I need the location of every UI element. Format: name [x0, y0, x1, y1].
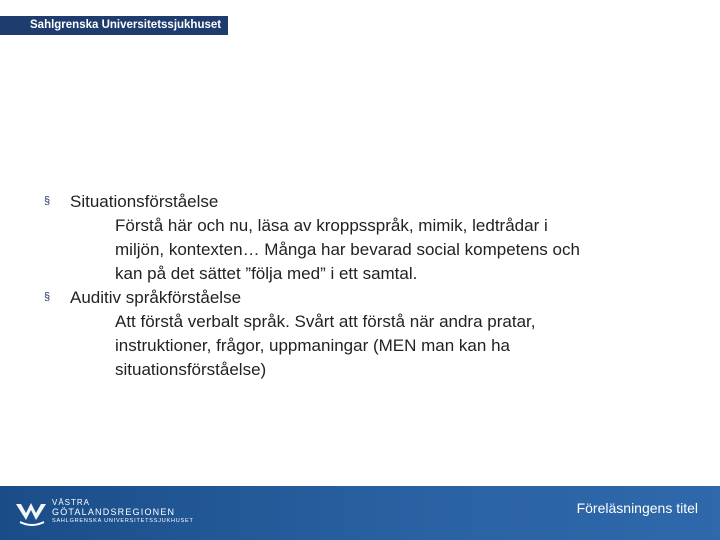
description-line: situationsförståelse) [115, 360, 267, 379]
bullet-heading: Auditiv språkförståelse [70, 288, 242, 307]
footer-title: Föreläsningens titel [576, 500, 698, 516]
logo-line: GÖTALANDSREGIONEN [52, 507, 176, 517]
logo-text [52, 499, 194, 525]
description-line: instruktioner, frågor, uppmaningar (MEN man kan ha [115, 336, 510, 355]
bullet-marker: § [44, 291, 51, 303]
description-line: miljön, kontexten… Många har bevarad social kompetens och [115, 240, 580, 259]
logo-line: SAHLGRENSKA UNIVERSITETSSJUKHUSET [52, 518, 194, 524]
header-title: Sahlgrenska Universitetssjukhuset [30, 19, 222, 31]
description-line: Förstå här och nu, läsa av kroppsspråk, mimik, ledtrådar i [115, 216, 548, 235]
footer-bar [0, 486, 720, 540]
vgr-logo-icon [14, 498, 50, 528]
bullet-marker: § [44, 195, 51, 207]
bullet-item [40, 286, 690, 310]
description-line: kan på det sättet ”följa med” i ett samtal. [115, 264, 418, 283]
description-line: Att förstå verbalt språk. Svårt att förstå när andra pratar, [115, 312, 536, 331]
bullet-description [40, 310, 690, 382]
slide-content [40, 190, 690, 382]
bullet-heading: Situationsförståelse [70, 192, 219, 211]
bullet-description [40, 214, 690, 286]
header-bar [0, 16, 228, 35]
logo-line: VÄSTRA [52, 498, 91, 507]
bullet-item [40, 190, 690, 214]
